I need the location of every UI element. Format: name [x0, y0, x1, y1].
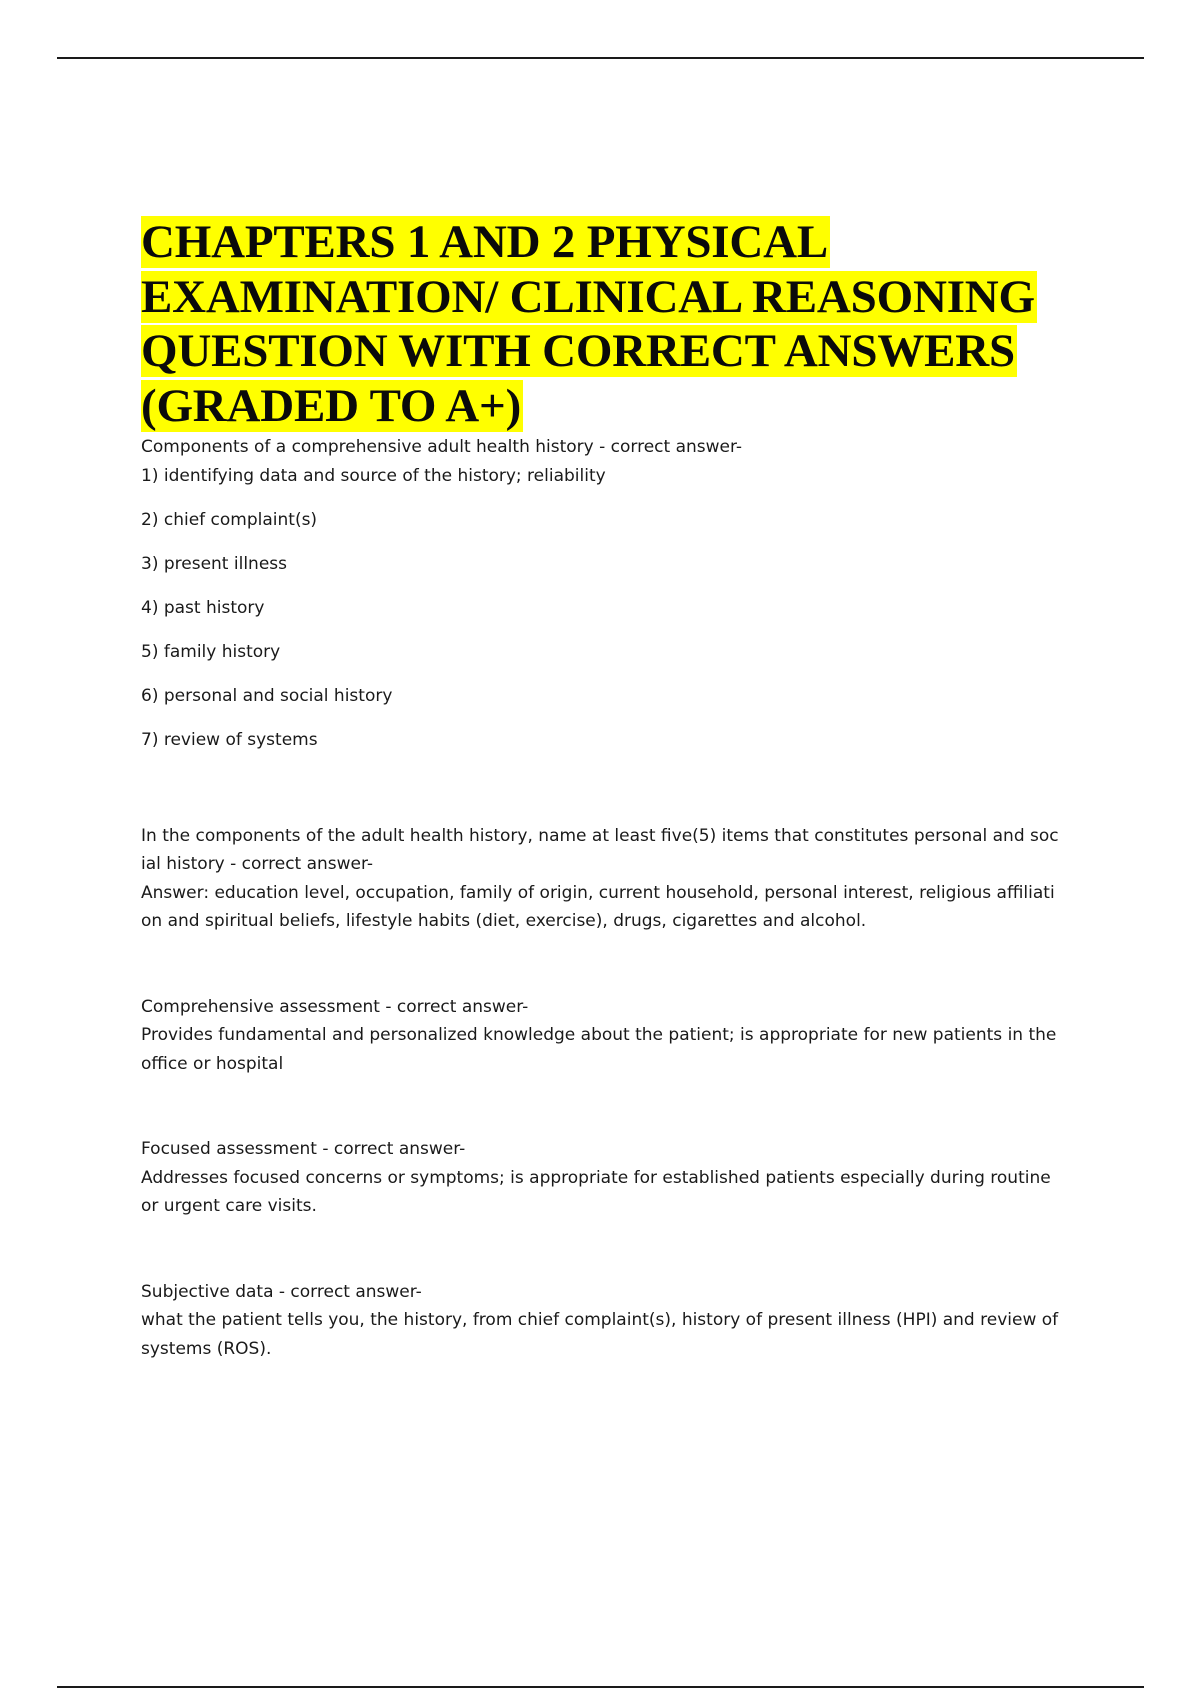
q3-answer: Provides fundamental and personalized knowledge about the patient; is appropriate for new patients in the office or hospital [141, 1025, 1057, 1074]
q1-answer-item: 2) chief complaint(s) [141, 509, 318, 530]
document-body [141, 433, 1061, 1363]
q2-question: In the components of the adult health history, name at least five(5) items that constitutes personal and social history - correct answer- [141, 825, 1059, 874]
q1-answer-list [141, 462, 1061, 755]
q2-answer: Answer: education level, occupation, family of origin, current household, personal interest, religious affiliation and spiritual beliefs, lifestyle habits (diet, exercise), drugs, cigarettes and alcohol. [141, 882, 1055, 931]
q1-answer-item: 4) past history [141, 597, 265, 618]
q1-question: Components of a comprehensive adult health history - correct answer- [141, 437, 743, 457]
q1-answer-item: 6) personal and social history [141, 685, 393, 706]
q1-answer-item: 3) present illness [141, 553, 287, 574]
q1-answer-item: 7) review of systems [141, 729, 318, 750]
q4-answer: Addresses focused concerns or symptoms; is appropriate for established patients especially during routine or urgent care visits. [141, 1167, 1051, 1216]
q5-question: Subjective data - correct answer- [141, 1281, 422, 1302]
q5-answer: what the patient tells you, the history, from chief complaint(s), history of present illness (HPI) and review of systems (ROS). [141, 1310, 1059, 1359]
top-rule [57, 57, 1144, 59]
document-content [141, 215, 1061, 1363]
bottom-rule [57, 1686, 1144, 1688]
q3-question: Comprehensive assessment - correct answer- [141, 996, 529, 1017]
document-title [141, 215, 1061, 433]
q4-question: Focused assessment - correct answer- [141, 1139, 466, 1159]
q1-answer-item: 1) identifying data and source of the history; reliability [141, 465, 606, 486]
document-title-text: CHAPTERS 1 AND 2 PHYSICAL EXAMINATION/ CLINICAL REASONING QUESTION WITH CORRECT ANSWERS (GRADED TO A+) [141, 216, 1035, 432]
q1-answer-item: 5) family history [141, 641, 281, 662]
